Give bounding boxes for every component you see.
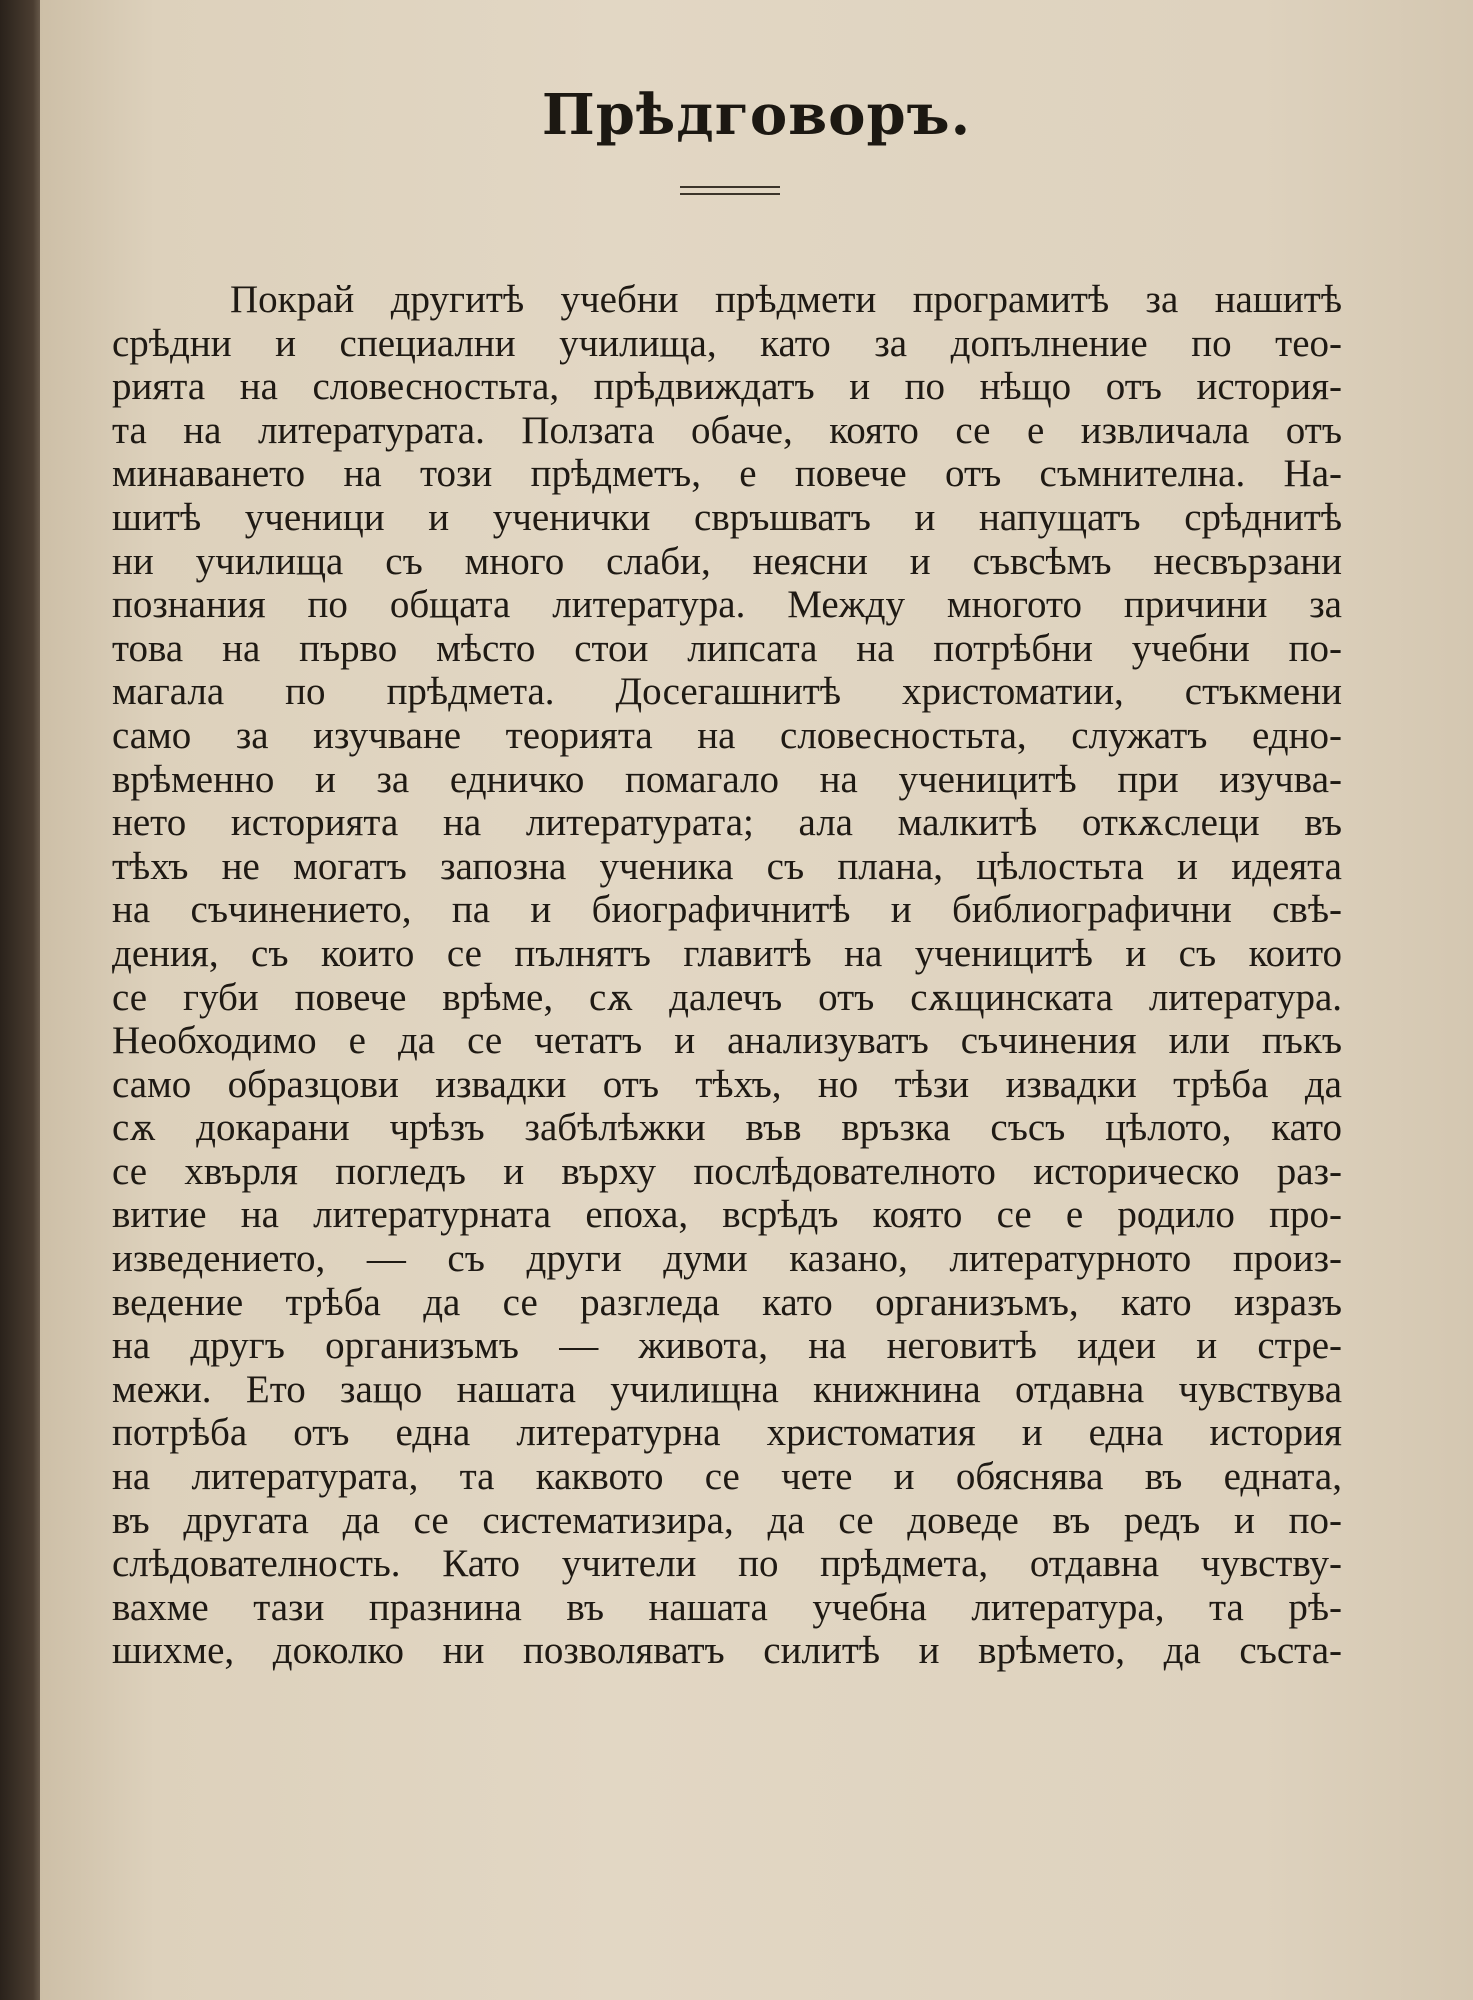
- text-line: дения, съ които се пълнятъ главитѣ на ученицитѣ и съ които: [112, 931, 1342, 975]
- text-line: срѣдни и специални училища, като за допълнение по тео-: [112, 321, 1342, 365]
- text-line: врѣменно и за едничко помагало на ученицитѣ при изучва-: [112, 757, 1342, 801]
- text-line: витие на литературната епоха, всрѣдъ която се е родило про-: [112, 1193, 1342, 1237]
- text-line: на съчинението, па и биографичнитѣ и библиографични свѣ-: [112, 888, 1342, 932]
- body-paragraph: [112, 278, 1342, 1673]
- text-line: само образцови извадки отъ тѣхъ, но тѣзи извадки трѣба да: [112, 1062, 1342, 1106]
- text-line: на другъ организъмъ — живота, на неговитѣ идеи и стре-: [112, 1324, 1342, 1368]
- text-line: вахме тази празнина въ нашата учебна литература, та рѣ-: [112, 1585, 1342, 1629]
- text-line: магала по прѣдмета. Досегашнитѣ христоматии, стъкмени: [112, 670, 1342, 714]
- text-line: минаването на този прѣдметъ, е повече отъ съмнителна. На-: [112, 452, 1342, 496]
- text-line: нето историята на литературата; ала малкитѣ откѫслеци въ: [112, 801, 1342, 845]
- text-line: шихме, доколко ни позволяватъ силитѣ и врѣмето, да съста-: [112, 1629, 1342, 1673]
- text-line: въ другата да се систематизира, да се доведе въ редъ и по-: [112, 1498, 1342, 1542]
- text-line: познания по общата литература. Между многото причини за: [112, 583, 1342, 627]
- text-line: та на литературата. Ползата обаче, която се е извличала отъ: [112, 408, 1342, 452]
- text-line: шитѣ ученици и ученички свръшватъ и напущатъ срѣднитѣ: [112, 495, 1342, 539]
- book-page: [40, 0, 1473, 2000]
- text-line: това на първо мѣсто стои липсата на потрѣбни учебни по-: [112, 626, 1342, 670]
- text-line: се хвърля погледъ и върху послѣдователното историческо раз-: [112, 1149, 1342, 1193]
- text-line: ведение трѣба да се разгледа като организъмъ, като изразъ: [112, 1280, 1342, 1324]
- text-line: рията на словесностьта, прѣдвиждатъ и по нѣщо отъ история-: [112, 365, 1342, 409]
- page-title: Прѣдговоръ.: [541, 82, 972, 148]
- text-line: ни училища съ много слаби, неясни и съвсѣмъ несвързани: [112, 539, 1342, 583]
- title-divider-bottom: [680, 193, 780, 195]
- text-line: межи. Ето защо нашата училищна книжнина отдавна чувствува: [112, 1367, 1342, 1411]
- text-line: се губи повече врѣме, сѫ далечъ отъ сѫщинската литература.: [112, 975, 1342, 1019]
- text-line: на литературата, та каквото се чете и обяснява въ едната,: [112, 1455, 1342, 1499]
- text-line: Покрай другитѣ учебни прѣдмети програмитѣ за нашитѣ: [230, 278, 1342, 321]
- text-line: тѣхъ не могатъ запозна ученика съ плана, цѣлостьта и идеята: [112, 844, 1342, 888]
- text-line: само за изучване теорията на словесностьта, служатъ едно-: [112, 713, 1342, 757]
- text-line: изведението, — съ други думи казано, литературното произ-: [112, 1237, 1342, 1281]
- title-divider-top: [680, 186, 780, 188]
- text-line: Необходимо е да се четатъ и анализуватъ съчинения или пъкъ: [112, 1019, 1342, 1063]
- text-line: потрѣба отъ една литературна христоматия и една история: [112, 1411, 1342, 1455]
- text-line: слѣдователность. Като учители по прѣдмета, отдавна чувству-: [112, 1542, 1342, 1586]
- text-line: сѫ докарани чрѣзъ забѣлѣжки във връзка съсъ цѣлото, като: [112, 1106, 1342, 1150]
